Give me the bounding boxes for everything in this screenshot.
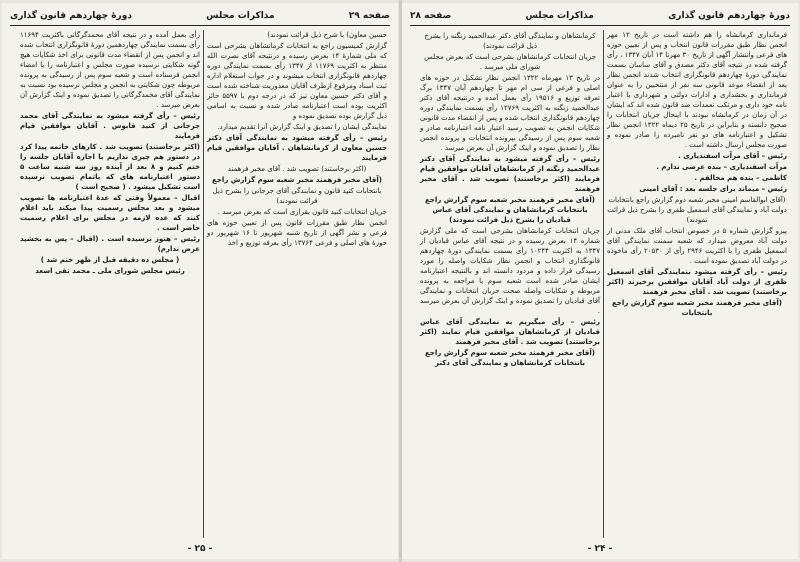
speaker-paragraph: رئیس – آقای مرآت اسفندیاری . <box>678 152 787 160</box>
text-columns <box>410 30 790 538</box>
speaker-paragraph: رئیس – رأی گرفته میشود بنمایندگی آقای اسمعیل ظفری از دولت آباد آقایان موافقین برخیزند (اکثر برخاستند) تصویب شد . آقای مخبر فرهمند <box>607 268 787 296</box>
speaker-paragraph: اقبال – معمولاً وقتی که عدهٔ اعتبارنامه ها تصویب میشود و بعد مجلس رسمیت پیدا میکند باید اعلام کنند که عده لازمه در مجلس برای اعلام رسمیت حاضر است . <box>20 194 200 232</box>
page-number-label: صفحه ۲۹ <box>348 11 390 21</box>
text-paragraph: (آقای مخبر فرهمند مخبر شعبه سوم گزارش راجع بانتخابات کرمانشاهان و نمایندگی آقای دکتر <box>425 349 595 367</box>
assembly-title: دورهٔ چهاردهم قانون گذاری <box>668 11 790 21</box>
column-divider <box>603 30 604 538</box>
speaker-paragraph: رئیس – رأی گرفته میشود به نمایندگی آقای دکتر حسین معاون از کرمانشاهان . آقایان موافقین قیام فرمایند <box>207 134 387 162</box>
text-paragraph: بانتخابات کنید قانون و نمایندگی آقای جرجانی را بشرح ذیل قرائت نمودند) <box>212 187 382 205</box>
text-paragraph: انجمن نظار طبق مقررات قانون پس از تعیین حوزه های فرعی و نشر آگهی از تاریخ شنبه شهریور تا ۱۶ شهریور دو حوزهٔ های اصلی و فرعی ۱۳۷۶۴ رأی بعرفه توزیع و اخذ <box>207 219 387 247</box>
text-paragraph: ( مجلس ده دقیقه قبل از ظهر ختم شد ) <box>40 256 180 264</box>
column-right <box>604 30 790 538</box>
text-paragraph: جریان انتخابات کنید قانون بقراری است که بعرض میرسد . <box>217 208 387 216</box>
text-paragraph: فرمانداری کرمانشاه را هم داشته است در تاریخ ۱۲ مهر انجمن نظار طبق مقررات قانون انتخاب و پس از تعیین حوزه های فرعی وانتشار آگهی از تاریخ ۳۰ مهرتا ۱۴ آبان ۱۳۴۷ ، رأی گرفته شده در نتیجه آقای دکتر مصدق و آقای ساسان بسمت نمایندگی دورهٔ چهاردهم قانونگزاری انتخاب شدند انجمن نظار بعد از انقضاء موعد قانونی سه نفر از منتخبین را به عنوان فرمانداری و بخشداری و ادارات دولتی و شهرداری با اعتبار نامه خود داری و مرتکب تعمدات ضد قانون شده اند که ایشان در آن زمان در کرمانشاه نبودند با اینحال جریان انتخابات را صحیح دانسته و بنابراین در تاریخ ۲۵ دیماه ۱۳۲۲ انجمن نظار تشکیل و اعتبارنامه های دو نفر نامبرده را صادر نموده و صورت مجلس ارسال داشته است . <box>607 31 788 149</box>
text-paragraph: حسین معاون) با شرح ذیل قرائت نمودند) <box>267 31 387 39</box>
column-right <box>204 30 390 538</box>
page-number-label: صفحه ۲۸ <box>410 11 452 21</box>
speaker-paragraph: کاظمی – بنده هم مخالفم . <box>694 174 787 182</box>
column-divider <box>203 30 204 538</box>
left-page <box>2 3 398 559</box>
speaker-paragraph: رئیس – هنوز نرسیده است . (اقبال – پس به بخشید عرض ندارم) <box>20 235 200 253</box>
session-title: مذاکرات مجلس <box>525 11 594 21</box>
session-title: مذاکرات مجلس <box>206 11 275 21</box>
page-header <box>10 9 390 26</box>
text-paragraph: (آقای ابوالقاسم امینی مخبر شعبه دوم گزارش راجع بانتخابات دولت آباد و نمایندگی آقای اسمعیل ظفری را بشرح ذیل قرائت نمودند) <box>607 196 787 224</box>
speaker-paragraph: رئیس – رأی گرفته میشود به نمایندگی آقای دکتر عبدالحمید زنگنه از کرمانشاهان آقایان موافقین قیام فرمایند (اکثر برخاستند) تصویب شد . آقای مخبر فرهمند <box>420 155 600 193</box>
speaker-paragraph: رئیس – رأی گرفته میشود به نمایندگی آقای محمد جرجانی از کنبد قابوس . آقایان موافقین قیام فرمایند <box>20 112 200 140</box>
page-header <box>410 9 790 26</box>
text-paragraph: (آقای مخبر فرهمند مخبر شعبه سوم گزارش راجع بانتخابات <box>612 299 782 317</box>
text-paragraph: جریان انتخابات کرمانشاهان بشرحی است که ملی گزارش شماره ۱۴ بعرض رسیده و در نتیجه آقای عباس قبادیان از ۱۳۴۷ به اکثریت ۱۰۲۴۴ رأی بسمت نمایندگی دورهٔ چهاردهم قانونگذاری انتخاب و انجمن نظار شکایات واصله را مورد رسیدگی قرار داده و مردود دانسته اند و بالنتیجه اعتبارنامه ایشان صادر شده است شعبه سوم با مراجعه به پرونده مربوطه و شکایات واصله صحت جریان انتخابات و نمایندگی آقای قبادیان را تصدیق نموده و اینک گزارش آن بعرض میرسد . <box>420 227 600 315</box>
text-paragraph: گزارش کمیسیون راجع به انتخابات کرمانشاهان بشرحی است که ملی شمارهٔ ۱۴ بعرض رسیده و درنتیجه آقای نصرت الله منتظر به اکثریت ۱۱۷۶۹ از ۱۳۴۷ رأی بسمت نمایندگی دوره چهاردهم قانونگزاری انتخاب میشوند و در جواب استعلام اداره ثبت اسناد ومرفوع ازطرف آقایان معذوریت شناخته شده است و آقای دکتر حسین معاون نیز که در درجه دوم با ۵۵۹۷ حائز اکثریت بوده است اعتبارنامه صادر شده و نسبت به اسامی ذیل گزارش بوده تصدیق نموده و <box>207 42 387 120</box>
text-paragraph: رأی بعمل آمده و در نتیجه آقای محمدگرگانی باکثریت ۱۱۶۹۴ رأی بسمت نمایندگی چهاردهمین دورهٔ قانونگزاری انتخاب شده اند و انجمن پس از انقضاء مدت قانونی برای اخذ شکایات هیچ گونه شکایتی نرسیده صورت مجلس و اعتبارنامه را با امضاء انجمن فرستاده است و شعبه سوم پس از رسیدگی به پرونده مربوطه چون شکایتی به انجمن و مجلس نرسیده بود نسبت به نمایندگی آقای محمدگرگانی را تصدیق نموده و اینک گزارش آن بعرض میرسد . <box>20 31 200 109</box>
text-paragraph: رئیس مجلس شورای ملی ـ محمد تقی اسعد <box>35 267 185 275</box>
speaker-paragraph: رئیس – رأی میگیریم به نمایندگی آقای عباس قبادیان از کرمانشاهان موافقین قیام نمایند (اکثر برخاستند) تصویب شد . آقای مخبر فرهمند <box>420 318 600 346</box>
speaker-paragraph: مرآت اسفندیاری – بنده عرضی ندارم . <box>656 163 787 171</box>
text-paragraph: (اکثر برخاستند) تصویب شد . آقای مخبر فرهمند <box>227 165 367 173</box>
text-paragraph: (آقای مخبر فرهمند مخبر شعبه سوم گزارش راجع بانتخابات کرمانشاهان و نمایندگی آقای عباس قبادیان را بشرح ذیل قرائت نمودند) <box>425 196 595 224</box>
text-paragraph: کرمانشاهان و نمایندگی آقای دکتر عبدالحمید زنگنه را بشرح ذیل قرائت نمودند) <box>424 32 596 50</box>
page-footer-number: - ۲۴ - <box>587 544 613 554</box>
column-left <box>17 30 203 538</box>
text-paragraph: جریان انتخابات کرمانشاهان بشرحی است که بعرض مجلس شورای ملی میرسد . <box>424 53 596 71</box>
text-paragraph: در تاریخ ۱۳ مهرماه ۱۳۲۲ انجمن نظار تشکیل در حوزه های اصلی و فرعی از سی ام مهر تا چهاردهم آبان ۱۳۴۷ برگ تعرفه توزیع و ۱۹۵۱۶ رأی بعمل آمده و درنتیجه آقای دکتر عبدالحمید زنگنه به اکثریت ۱۲۷۶۹ رأی بسمت نمایندگی دوره چهاردهم قانونگذاری انتخاب شده و پس از انقضاء مدت قانونی شکایات انجمن به تصویب رسید اعتبار نامه اعتبارنامه صادر و شعبه سوم پس از رسیدگی بپرونده انتخابات و پرونده انجمن نظار را تصدیق نموده و اینک گزارش آن بعرض میرسد . <box>420 74 600 152</box>
text-paragraph: پیرو گزارش شماره ۵ در خصوص انتخاب آقای ملک مدنی از دولت آباد معروض میدارد که شعبه سمنت نمایندگی آقای اسمعیل ظفری را با اکثریت ۲۹۴۶ رأی از ۲۰۵۳۰ رأی ماخوذه در دولت آباد تصدیق نموده است . <box>607 227 787 265</box>
text-columns <box>10 30 390 538</box>
page-footer-number: - ۲۵ - <box>187 544 213 554</box>
assembly-title: دورهٔ چهاردهم قانون گذاری <box>10 11 132 21</box>
column-left <box>417 30 603 538</box>
right-page <box>402 3 798 559</box>
text-paragraph: (اکثر برخاستند) تصویب شد . کارهای خاتمه پیدا کرد در دستور هم چیزی نداریم با اجازه آقایان جلسه را ختم کنیم و ۸ بعد از آینده روز سه شنبه ساعت ۵ دستور اعتبارنامه های که باتمام تصویب نرسیده است تشکیل میشود . ( صحیح است ) <box>20 143 200 191</box>
text-paragraph: نمایندگی ایشان را تصدیق و اینک گزارش آنرا تقدیم میدارد. <box>217 123 387 131</box>
speaker-paragraph: رئیس – میماند برای جلسه بعد : آقای امینی <box>639 185 787 193</box>
text-paragraph: (آقای مخبر فرهمند مخبر شعبه سوم گزارش راجع <box>212 176 382 184</box>
